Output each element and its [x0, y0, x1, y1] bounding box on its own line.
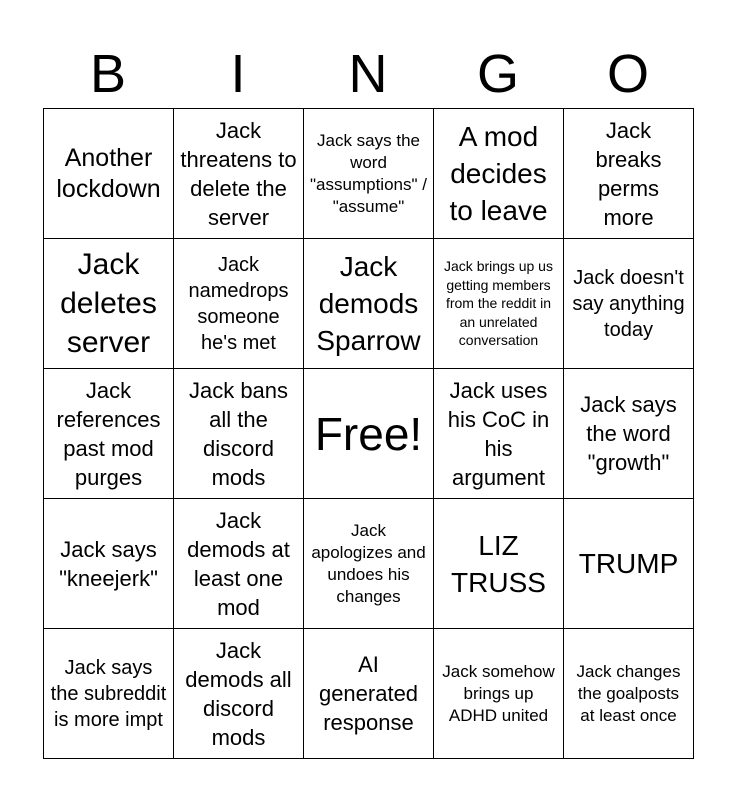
bingo-cell[interactable]	[174, 239, 304, 369]
cell-text: AI generated response	[318, 652, 419, 735]
cell-text: LIZ TRUSS	[451, 529, 546, 598]
cell-text: TRUMP	[578, 548, 679, 579]
bingo-cell[interactable]	[44, 369, 174, 499]
header-letter-o: O	[606, 44, 649, 104]
cell-text: Jack namedrops someone he's met	[188, 253, 289, 354]
bingo-cell[interactable]	[304, 109, 434, 239]
cell-text: Jack says "kneejerk"	[59, 536, 158, 591]
bingo-cell[interactable]	[174, 499, 304, 629]
cell-text: Jack demods Sparrow	[316, 251, 421, 356]
bingo-cell[interactable]	[174, 109, 304, 239]
cell-text: Jack references past mod purges	[56, 377, 161, 490]
bingo-cell[interactable]	[44, 239, 174, 369]
cell-text: Jack demods at least one mod	[187, 507, 290, 620]
cell-text: Jack apologizes and undoes his changes	[311, 520, 426, 606]
cell-text: Jack breaks perms more	[595, 117, 662, 230]
header-letter-n: N	[348, 44, 388, 104]
bingo-cell[interactable]	[434, 499, 564, 629]
bingo-cell[interactable]	[304, 499, 434, 629]
bingo-cell[interactable]	[564, 369, 694, 499]
bingo-cell[interactable]	[44, 629, 174, 759]
cell-text: Jack deletes server	[60, 248, 157, 359]
bingo-cell[interactable]	[44, 109, 174, 239]
bingo-cell[interactable]	[434, 109, 564, 239]
bingo-cell[interactable]	[304, 629, 434, 759]
bingo-cell[interactable]	[304, 239, 434, 369]
bingo-cell[interactable]	[564, 629, 694, 759]
bingo-cell[interactable]	[434, 629, 564, 759]
cell-text: Jack brings up us getting members from the reddit in an unrelated conversation	[444, 258, 553, 349]
free-space[interactable]	[304, 369, 434, 499]
bingo-cell[interactable]	[434, 369, 564, 499]
bingo-cell[interactable]	[174, 629, 304, 759]
bingo-cell[interactable]	[44, 499, 174, 629]
bingo-cell[interactable]	[434, 239, 564, 369]
cell-text: Jack says the word "assumptions" / "assume"	[310, 130, 427, 216]
header-letter-b: B	[89, 44, 127, 104]
cell-text: Another lockdown	[56, 143, 161, 203]
free-space-text: Free!	[314, 407, 423, 460]
cell-text: Jack says the subreddit is more impt	[50, 656, 167, 731]
header-letter-g: G	[476, 44, 519, 104]
cell-text: Jack somehow brings up ADHD united	[442, 661, 555, 725]
cell-text: A mod decides to leave	[449, 121, 548, 226]
bingo-cell[interactable]	[564, 499, 694, 629]
bingo-cell[interactable]	[564, 109, 694, 239]
bingo-header	[43, 40, 693, 108]
bingo-cell[interactable]	[174, 369, 304, 499]
cell-text: Jack says the word "growth"	[580, 392, 677, 475]
bingo-cell[interactable]	[564, 239, 694, 369]
cell-text: Jack changes the goalposts at least once	[576, 661, 681, 725]
cell-text: Jack bans all the discord mods	[188, 377, 289, 490]
cell-text: Jack uses his CoC in his argument	[447, 377, 550, 490]
header-letter-i: I	[230, 44, 246, 104]
cell-text: Jack demods all discord mods	[185, 637, 292, 750]
cell-text: Jack threatens to delete the server	[180, 117, 297, 230]
cell-text: Jack doesn't say anything today	[572, 266, 685, 341]
bingo-grid	[43, 108, 694, 759]
